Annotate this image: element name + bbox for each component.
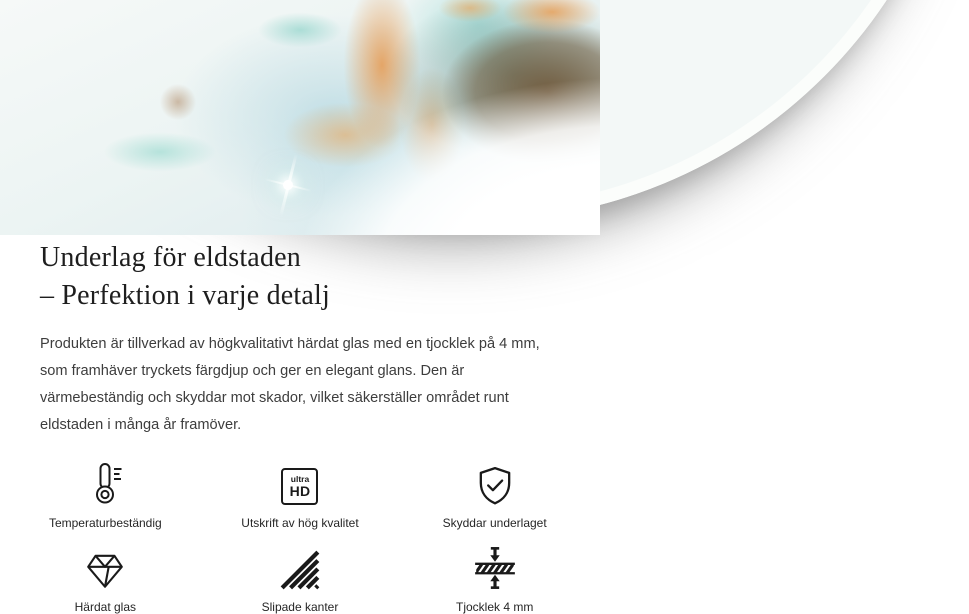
- feature-temperature-resistant: [8, 459, 203, 530]
- feature-label: Slipade kanter: [261, 600, 339, 614]
- shield-check-icon: [474, 459, 516, 507]
- ultra-hd-text-top: ultra: [290, 473, 310, 484]
- feature-label: Tjocklek 4 mm: [455, 600, 534, 614]
- beveled-edges-icon: [279, 543, 321, 591]
- product-description-section: [0, 239, 600, 439]
- feature-label: Skyddar underlaget: [442, 516, 547, 530]
- thickness-icon: [472, 543, 518, 591]
- feature-label: Temperaturbeständig: [48, 516, 162, 530]
- ultra-hd-badge: [281, 468, 318, 505]
- glass-panel: [0, 0, 956, 208]
- feature-label: Utskrift av hög kvalitet: [241, 516, 359, 530]
- glass-edge: [0, 0, 969, 221]
- diamond-icon: [84, 543, 126, 591]
- feature-label: Härdat glas: [74, 600, 137, 614]
- title-line-2: – Perfektion i varje detalj: [40, 280, 330, 311]
- sparkle-core: [282, 179, 294, 191]
- page-title: [40, 239, 560, 315]
- product-description: Produkten är tillverkad av högkvalitativt härdat glas med en tjocklek på 4 mm, som framhäver tryckets färgdjup och ger en elegant glans. Den är värmebeständig och skyddar mot skador, vilket säkerställer området runt eldstaden i många år framöver.: [40, 336, 540, 433]
- glass-product-photo: [0, 0, 600, 235]
- feature-tempered-glass: [8, 543, 203, 614]
- title-line-1: Underlag för eldstaden: [40, 242, 301, 273]
- thermometer-icon: [85, 459, 125, 507]
- feature-polished-edges: [203, 543, 398, 614]
- ultra-hd-text-bottom: HD: [289, 483, 311, 500]
- feature-protects-surface: [397, 459, 592, 530]
- feature-grid: [0, 459, 600, 614]
- ultra-hd-icon: [281, 459, 318, 507]
- feature-thickness: [397, 543, 592, 614]
- feature-high-quality-print: [203, 459, 398, 530]
